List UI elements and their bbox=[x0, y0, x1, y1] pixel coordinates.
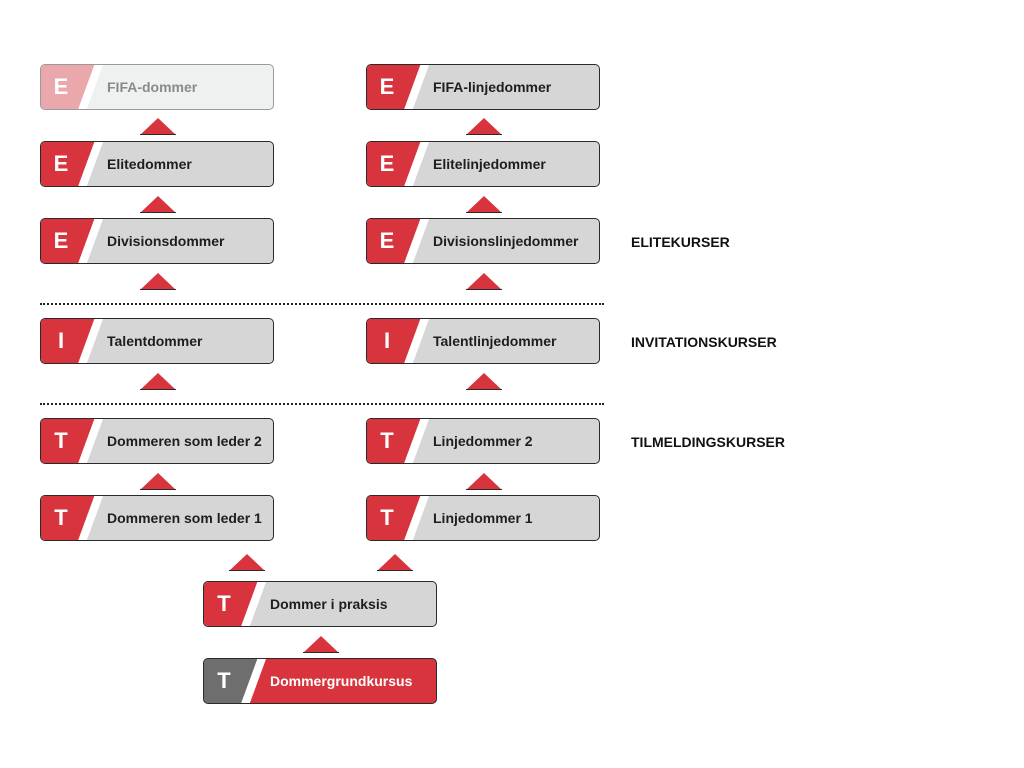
level-letter: T bbox=[380, 505, 394, 530]
level-label-elite: ELITEKURSER bbox=[631, 234, 730, 250]
level-letter: E bbox=[379, 74, 395, 99]
level-letter: E bbox=[53, 74, 69, 99]
level-divider bbox=[40, 303, 604, 305]
course-label: Elitedommer bbox=[107, 156, 192, 172]
level-letter: T bbox=[54, 505, 68, 530]
up-arrow-icon bbox=[466, 473, 502, 490]
course-dommergrundkursus bbox=[203, 658, 437, 704]
course-label: FIFA-dommer bbox=[107, 79, 198, 95]
level-letter: E bbox=[379, 228, 395, 253]
course-label: Talentdommer bbox=[107, 333, 203, 349]
up-arrow-icon bbox=[466, 196, 502, 213]
course-linjedommer-2 bbox=[366, 418, 600, 464]
level-letter: T bbox=[217, 668, 231, 693]
up-arrow-icon bbox=[377, 554, 413, 571]
level-letter: I bbox=[57, 328, 65, 353]
up-arrow-icon bbox=[303, 636, 339, 653]
course-elitedommer bbox=[40, 141, 274, 187]
level-label-registration: TILMELDINGSKURSER bbox=[631, 434, 785, 450]
course-elitelinjedommer bbox=[366, 141, 600, 187]
course-label: FIFA-linjedommer bbox=[433, 79, 552, 95]
level-letter: E bbox=[379, 151, 395, 176]
up-arrow-icon bbox=[140, 273, 176, 290]
up-arrow-icon bbox=[229, 554, 265, 571]
course-fifa-linjedommer bbox=[366, 64, 600, 110]
up-arrow-icon bbox=[466, 373, 502, 390]
level-letter: E bbox=[53, 228, 69, 253]
course-linjedommer-1 bbox=[366, 495, 600, 541]
level-letter: T bbox=[380, 428, 394, 453]
course-label: Dommer i praksis bbox=[270, 596, 388, 612]
up-arrow-icon bbox=[466, 118, 502, 135]
level-label-invitation: INVITATIONSKURSER bbox=[631, 334, 777, 350]
course-label: Divisionslinjedommer bbox=[433, 233, 579, 249]
course-fifa-dommer bbox=[40, 64, 274, 110]
course-label: Talentlinjedommer bbox=[433, 333, 557, 349]
course-label: Elitelinjedommer bbox=[433, 156, 546, 172]
course-dommeren-som-leder-1 bbox=[40, 495, 274, 541]
level-letter: I bbox=[383, 328, 391, 353]
up-arrow-icon bbox=[140, 196, 176, 213]
course-label: Dommergrundkursus bbox=[270, 673, 413, 689]
course-label: Divisionsdommer bbox=[107, 233, 225, 249]
level-letter: T bbox=[217, 591, 231, 616]
up-arrow-icon bbox=[140, 473, 176, 490]
course-divisionslinjedommer bbox=[366, 218, 600, 264]
level-divider bbox=[40, 403, 604, 405]
up-arrow-icon bbox=[466, 273, 502, 290]
course-dommer-i-praksis bbox=[203, 581, 437, 627]
level-letter: E bbox=[53, 151, 69, 176]
course-talentlinjedommer bbox=[366, 318, 600, 364]
course-label: Dommeren som leder 1 bbox=[107, 510, 262, 526]
course-label: Linjedommer 1 bbox=[433, 510, 533, 526]
course-talentdommer bbox=[40, 318, 274, 364]
course-dommeren-som-leder-2 bbox=[40, 418, 274, 464]
course-label: Linjedommer 2 bbox=[433, 433, 533, 449]
course-divisionsdommer bbox=[40, 218, 274, 264]
course-label: Dommeren som leder 2 bbox=[107, 433, 262, 449]
up-arrow-icon bbox=[140, 373, 176, 390]
up-arrow-icon bbox=[140, 118, 176, 135]
level-letter: T bbox=[54, 428, 68, 453]
